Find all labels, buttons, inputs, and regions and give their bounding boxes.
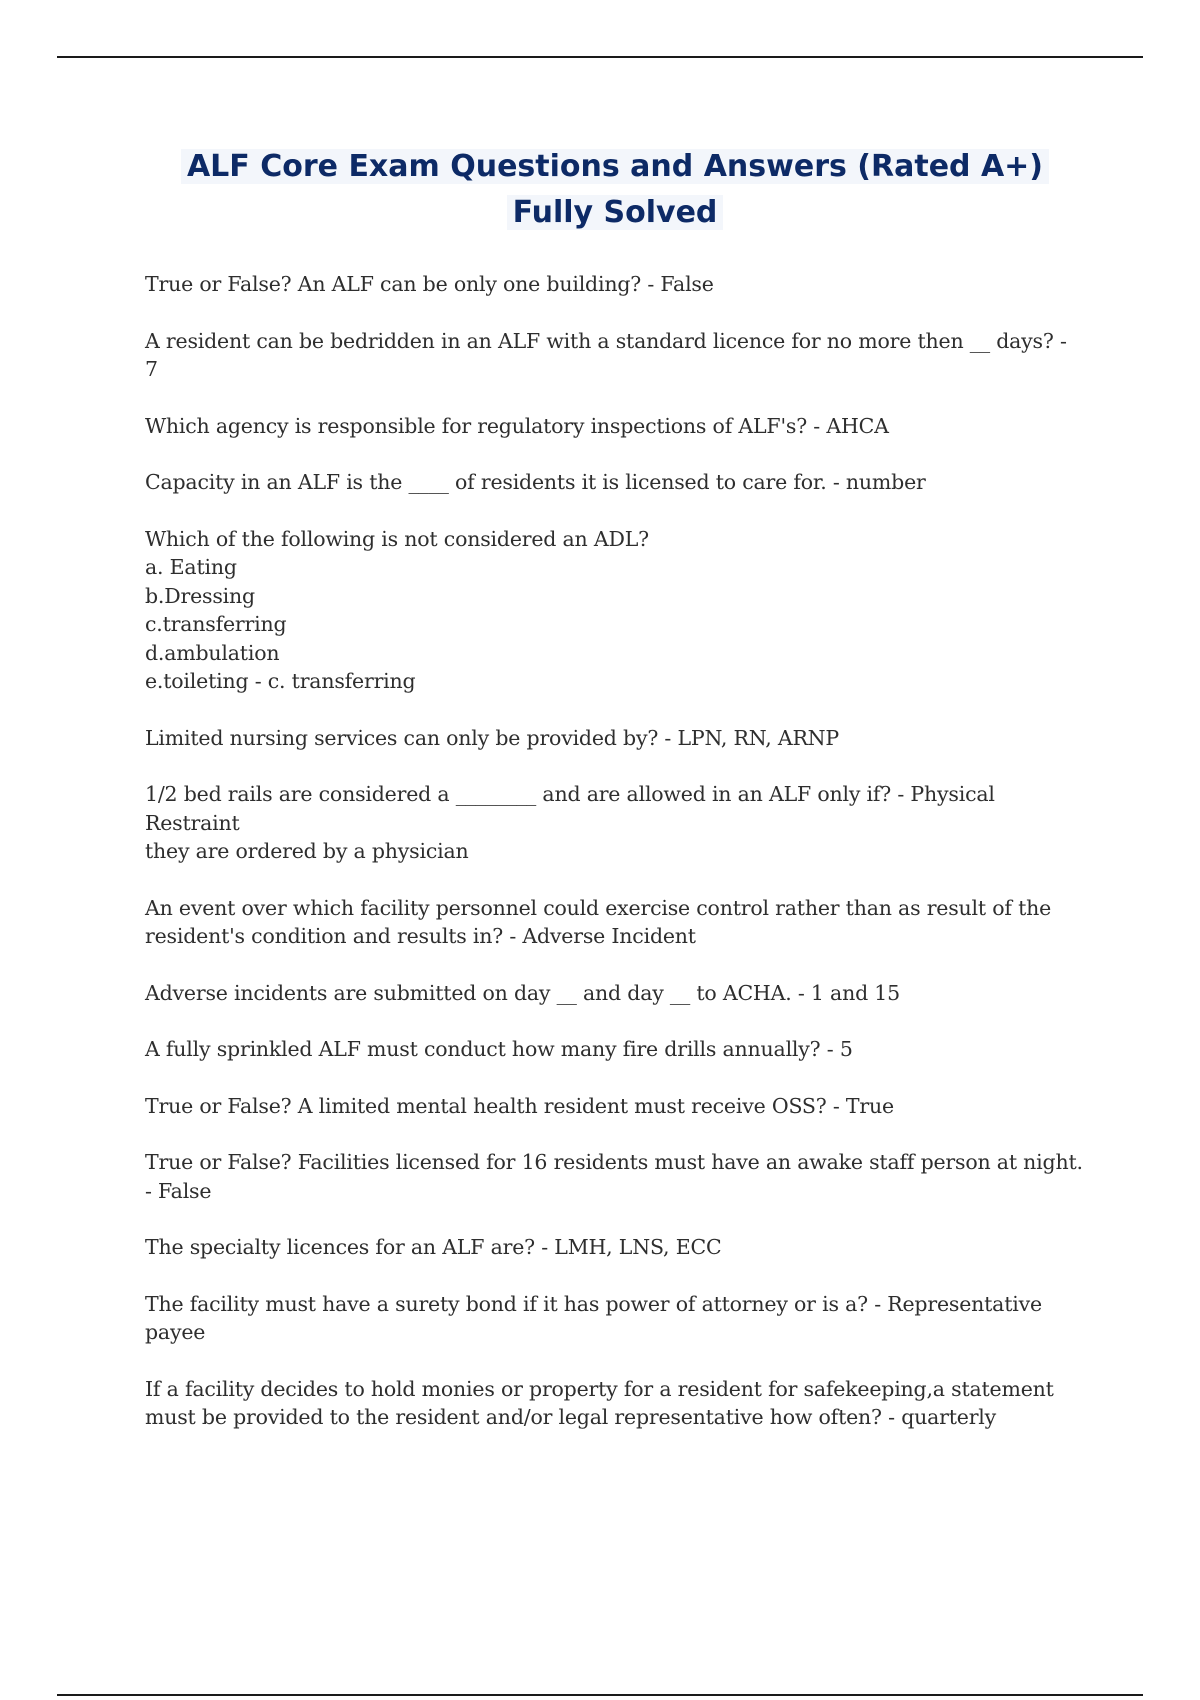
page-title bbox=[100, 144, 1130, 236]
qa-item: The specialty licences for an ALF are? - LMH, LNS, ECC bbox=[145, 1235, 722, 1259]
title-line-1: ALF Core Exam Questions and Answers (Rated A+) bbox=[181, 149, 1049, 184]
qa-item: True or False? Facilities licensed for 16 residents must have an awake staff person at night. - False bbox=[145, 1150, 1083, 1203]
qa-item: A resident can be bedridden in an ALF with a standard licence for no more then __ days? - 7 bbox=[145, 328, 1067, 381]
qa-item: Which of the following is not considered an ADL? a. Eating b.Dressing c.transferring d.ambulation e.toileting - c. transferring bbox=[145, 526, 649, 693]
qa-item: True or False? An ALF can be only one building? - False bbox=[145, 272, 714, 296]
qa-item: If a facility decides to hold monies or property for a resident for safekeeping,a statement must be provided to the resident and/or legal representative how often? - quarterly bbox=[145, 1376, 1054, 1429]
title-line-2: Fully Solved bbox=[507, 195, 724, 230]
qa-list bbox=[145, 270, 1085, 1460]
top-rule bbox=[57, 56, 1143, 58]
qa-item: An event over which facility personnel could exercise control rather than as result of the resident's condition and results in? - Adverse Incident bbox=[145, 895, 1052, 948]
qa-item: Limited nursing services can only be provided by? - LPN, RN, ARNP bbox=[145, 725, 840, 750]
qa-item: A fully sprinkled ALF must conduct how many fire drills annually? - 5 bbox=[145, 1037, 853, 1061]
qa-item: Adverse incidents are submitted on day __ and day __ to ACHA. - 1 and 15 bbox=[145, 980, 900, 1005]
qa-item: Which agency is responsible for regulatory inspections of ALF's? - AHCA bbox=[145, 413, 889, 438]
qa-item: Capacity in an ALF is the ____ of residents it is licensed to care for. - number bbox=[145, 470, 926, 494]
qa-item: The facility must have a surety bond if it has power of attorney or is a? - Representative payee bbox=[145, 1291, 1042, 1344]
qa-item: True or False? A limited mental health resident must receive OSS? - True bbox=[145, 1093, 894, 1118]
qa-item: 1/2 bed rails are considered a ________ and are allowed in an ALF only if? - Physical Restraint they are ordered by a physician bbox=[145, 782, 995, 863]
bottom-rule bbox=[57, 1694, 1143, 1696]
